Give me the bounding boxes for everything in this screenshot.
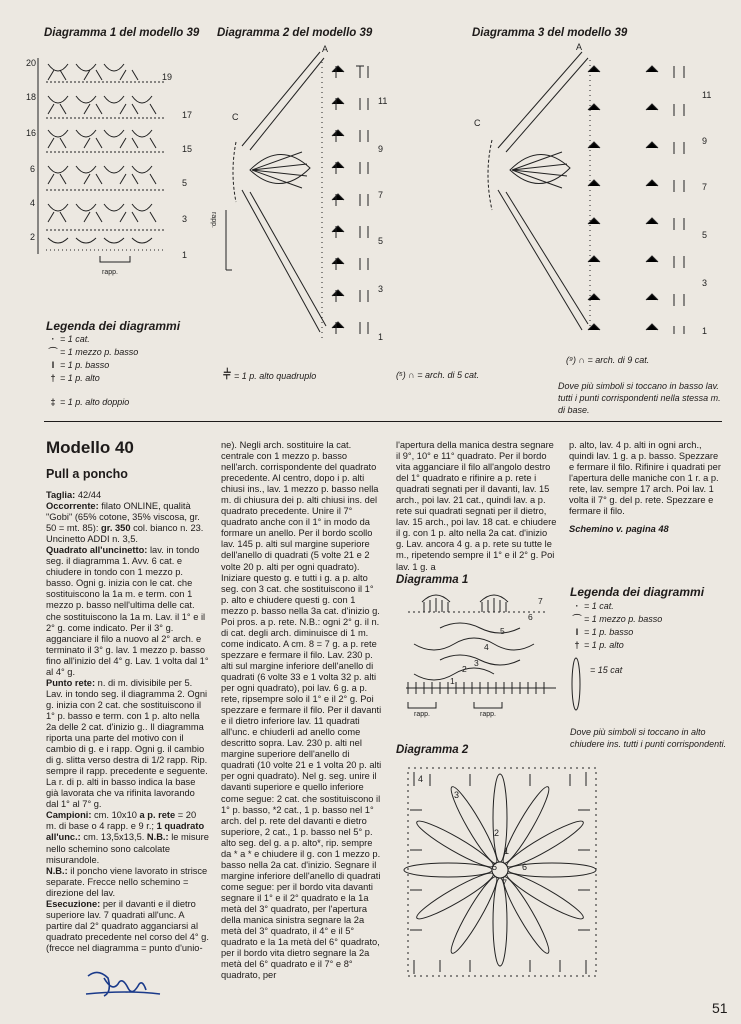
article-title: Modello 40 <box>46 438 134 457</box>
legend-item: = 1 cat. <box>584 601 614 611</box>
d3-row-label: 9 <box>702 136 708 146</box>
diagram-2-chart <box>212 42 412 346</box>
d2-row-label: 1 <box>378 332 384 342</box>
schemino-ref: Schemino v. pagina 48 <box>569 524 669 534</box>
d3-marker-a: A <box>576 42 583 52</box>
legend-39-note: Dove più simboli si toccano in basso lav. tutti i punti corrispondenti nella stessa m. di base. <box>558 381 721 415</box>
d1-row-label: 16 <box>26 128 37 138</box>
legend-item: = 1 cat. <box>60 334 90 344</box>
diagram-1-title: Diagramma 1 del modello 39 <box>44 27 200 39</box>
half-dc-icon: ⌒ <box>48 347 58 357</box>
diagram-3-chart <box>470 40 720 340</box>
spec-execution: Esecuzione: per il davanti e il dietro superiore lav. 7 quadrati all'unc. A partire dal 2° quadrato agganciarsi al quadrato precedente nel corso del 4° g. (frecce nel diagramma = punto d'unio- <box>46 898 209 953</box>
legend-item: = 1 mezzo p. basso <box>584 614 663 624</box>
half-dc-icon: ⌒ <box>572 614 582 624</box>
spec-net-stitch: Punto rete: n. di m. divisibile per 5. Lav. in tondo seg. il diagramma 2. Ogni g. inizia con 2 cat. che sostituiscono il 1° p. basso e term. con 1 p. alto nella 2a delle 2 cat. d'inizio g.. Il diagramma riporta una parte del motivo con il cambio di g. e i rapp. Ogni g. il cambio di g. slitta verso destra di 1/2 rapp. Rip. sempre il rapp. precedente e seguente. La r. di p. alti in basso indica la base già lavorata che va rifinita lavorando dal 1° al 7° g. <box>46 677 208 810</box>
d2-row-label: 5 <box>378 236 384 246</box>
d1-row-label: 5 <box>182 178 188 188</box>
d3-row-label: 3 <box>702 278 708 288</box>
spec-size: Taglia: 42/44 <box>46 490 102 500</box>
d2-side-label: rapp. <box>210 212 217 228</box>
m40-d1-row-label: 4 <box>484 642 489 652</box>
arch5-icon: (⁵) <box>396 370 406 380</box>
d1-row-label: 2 <box>30 232 36 242</box>
legend-39-list <box>46 333 138 385</box>
legend-40-note: Dove più simboli si toccano in alto chiudere ins. tutti i punti corrispondenti. <box>570 727 727 749</box>
legend-40-cat15: = 15 cat <box>590 665 623 675</box>
chain-icon: · <box>575 601 579 611</box>
m40-d1-row-label: 7 <box>538 596 543 606</box>
legend-item: = 1 p. alto <box>584 640 624 650</box>
legend-item: = 1 p. alto doppio <box>60 397 130 407</box>
article-column-3: l'apertura della manica destra segnare il 9°, 10° e 11° quadrato. Per il bordo vita agganciare il filo all'angolo destro del 1° quadrato e rifinire a p. rete i quadrati segnati per il davanti, lav. 15 arch., poi lav. 21 cat., quindi lav. a p. rete sui quadrati segnati per il dietro, lav. 15 arch., poi lav. 18 cat. e chiudere il g. con 1 p. alto nella 2a cat. d'inizio g. Lav. ancora 4 g. a p. rete su tutte le m., ripetendo sempre il 1° e il 2° g. Poi lav. 1 g. a <box>396 440 557 572</box>
arch9-icon: (⁹) <box>566 355 577 365</box>
chain-icon: · <box>51 334 55 344</box>
d1-rapp-label: rapp. <box>102 269 118 276</box>
m40-d2-label: 5 <box>492 862 498 872</box>
m40-d2-label: 4 <box>418 774 424 784</box>
d1-row-label: 15 <box>182 144 193 154</box>
page-number: 51 <box>712 1000 728 1016</box>
d1-row-label: 6 <box>30 164 36 174</box>
legend-40-list <box>570 600 662 652</box>
sc-icon: I <box>51 360 55 370</box>
d1-row-label: 17 <box>182 110 193 120</box>
m40-d1-row-label: 1 <box>450 676 455 686</box>
d2-row-label: 7 <box>378 190 384 200</box>
d1-row-label: 18 <box>26 92 37 102</box>
diagram-3-title: Diagramma 3 del modello 39 <box>472 27 628 39</box>
spec-materials: Occorrente: filato ONLINE, qualità "Gobi" (65% cotone, 35% viscosa, gr. 50 = mt. 85): gr. 350 col. bianco n. 23. Uncinetto ADDI n. 3,5. <box>46 501 204 545</box>
d2-row-label: 11 <box>378 96 388 106</box>
legend-40-title: Legenda dei diagrammi <box>570 585 705 599</box>
d1-row-label: 4 <box>30 198 36 208</box>
d3-row-label: 11 <box>702 90 712 100</box>
legend-39-arch5: (⁵) ∩ = arch. di 5 cat. <box>396 370 480 380</box>
spec-note: N.B.: il poncho viene lavorato in strisce separate. Frecce nello schemino = direzione del lav. <box>46 865 208 898</box>
d3-marker-c: C <box>474 118 481 128</box>
m40-d1-row-label: 6 <box>528 612 533 622</box>
m40-d2-label: 6 <box>522 862 528 872</box>
dc-icon: † <box>574 640 580 650</box>
d2-row-label: 3 <box>378 284 384 294</box>
m40-diagram-2-title: Diagramma 2 <box>396 744 469 756</box>
signature-image <box>84 966 164 1000</box>
legend-item: = arch. di 9 cat. <box>587 355 650 365</box>
m40-d1-row-label: 3 <box>474 658 479 668</box>
legend-item: = 1 p. basso <box>60 360 110 370</box>
d1-row-label: 3 <box>182 214 188 224</box>
legend-39-double <box>46 396 129 409</box>
m40-diagram-1-title: Diagramma 1 <box>396 574 469 586</box>
sc-icon: I <box>575 627 579 637</box>
m40-d1-row-label: 5 <box>500 626 505 636</box>
m40-d1-row-label: 2 <box>462 664 467 674</box>
article-subtitle: Pull a poncho <box>46 467 128 481</box>
d3-row-label: 7 <box>702 182 708 192</box>
d3-row-label: 5 <box>702 230 708 240</box>
diagram-2-title: Diagramma 2 del modello 39 <box>217 27 373 39</box>
section-divider <box>44 421 722 422</box>
article-column-1 <box>46 490 209 954</box>
m40-d1-rapp: rapp. <box>480 711 496 718</box>
article-column-2: ne). Negli arch. sostituire la cat. centrale con 1 mezzo p. basso nell'arch. corrispondente del quadrato precedente. Al centro, dopo i p. alti chiusi ins., lav. 1 mezzo p. basso nella m. di chiusura dei p. alti chiusi ins. del quadrato precedente. Unire il 7° quadrato anche con il 1° in modo da formare un anello. Per il bordo scollo lav. 145 p. alti sul margine superiore dell'anello di quadrati (5 volte 21 e 2 volte 20 p. alti per ogni quadrato). Iniziare questo g. e tutti i g. a p. alto seg. con 3 cat. che sostituiscono il 1° p. alto e chiudere questi g. con 1 mezzo p. basso nella 3a cat. d'inizio g. Poi pros. a p. rete. N.B.: ogni 2° g. il n. di cat. degli arch. diminuisce di 1 m. come indicato. A cm. 8 = 7 g. a p. rete spezzare e fermare il filo. Lav. 230 p. alti sul margine inferiore dell'anello di quadrati (6 volte 33 e 1 volta 32 p. alti per ogni quadrato), poi lav. 6 g. a p. rete, ripsempre solo il 1° e il 2° g. Poi spezzare e fermare il filo. Per il davanti e il dietro inferiore lav. 11 quadrati all'unc. e chiuderli ad anello come descritto sopra. Lav. 230 p. alti nel margine superiore dell'anello di quadrati (10 volte 21 e 1 volta 20 p. alti per ogni quadrato). Nel g. seg. unire il davanti superiore e quello inferiore come segue: 2 cat. che sostituiscono il 1° p. basso, *2 cat., 1 p. basso nel 1° arch. del p. rete del davanti e dietro superiore, 2 cat., 1 p. basso nel 5° p. alto seg. del g. a p. alto*, rip. sempre da * a * e chiudere il g. con 1 mezzo p. basso nella 2a cat. d'inizio. Segnare il margine inferiore dell'anello di quadrati come segue: per il bordo vita davanti segnare il 1° e il 2° quadrato e la 1a metà del 3° quadrato, per l'apertura della manica sinistra segnare la 2a metà del 3° quadrato, il 4° e il 5° quadrato e la 1a metà del 6° quadrato, per il bordo vita dietro segnare la 2a metà del 6° quadrato e il 7° e 8° quadrato, per <box>221 440 382 981</box>
diagram-1-chart <box>26 44 196 280</box>
m40-diagram-1-chart <box>400 588 560 718</box>
legend-item: = arch. di 5 cat. <box>417 370 480 380</box>
m40-diagram-2-chart <box>400 760 604 988</box>
d3-row-label: 1 <box>702 326 708 336</box>
legend-item: = 1 p. basso <box>584 627 634 637</box>
treble-icon: ‡ <box>50 397 56 407</box>
m40-d2-label: 3 <box>454 790 460 800</box>
article-header <box>46 438 206 481</box>
quad-treble-icon: ⫩ <box>222 366 232 382</box>
spec-square: Quadrato all'uncinetto: lav. in tondo seg. il diagramma 1. Avv. 6 cat. e chiudere in tondo con 1 mezzo p. basso. Ogni g. inizia con le cat. che sostituiscono la 1a m. e term. con 1 mezzo p. basso nell'ultima delle cat. che sostituiscono la 1a m. Lav. il 1° e il 2° g. come indicato. Per il 3° g. agganciare il filo a nuovo al 2° arch. e terminato il 3° g. lav. 1 mezzo p. basso fino all'inizio del 4° g. Lav. 1 volta dal 1° al 4° g. <box>46 545 209 677</box>
legend-item: = 1 p. alto <box>60 373 100 383</box>
m40-d2-label: 7 <box>502 878 508 888</box>
legend-item: = 1 p. alto quadruplo <box>234 371 317 381</box>
dc-icon: † <box>50 373 56 383</box>
d2-marker-c: C <box>232 112 239 122</box>
legend-39-title: Legenda dei diagrammi <box>46 319 181 333</box>
m40-d1-rapp: rapp. <box>414 711 430 718</box>
legend-39-arch9: (⁹) ∩ = arch. di 9 cat. <box>566 355 650 365</box>
legend-39-quadruplo <box>220 368 316 383</box>
m40-d2-label: 1 <box>504 846 510 856</box>
d2-marker-a: A <box>322 44 329 54</box>
legend-item: = 1 mezzo p. basso <box>60 347 139 357</box>
d1-row-label: 19 <box>162 72 173 82</box>
article-column-4: p. alto, lav. 4 p. alti in ogni arch., quindi lav. 1 g. a p. basso. Spezzare e fermare il filo. Rifinire i quadrati per l'apertura delle maniche con 1 r. a p. rete, lav. sempre 17 arch. Poi lav. 1 volta il 7° g. del p. rete. Spezzare e fermare il filo. <box>569 440 721 517</box>
m40-d2-label: 2 <box>494 828 500 838</box>
d1-row-label: 1 <box>182 250 188 260</box>
spec-gauge: Campioni: cm. 10x10 a p. rete = 20 m. di base o 4 rapp. e 9 r.; 1 quadrato all'unc.: cm. 13,5x13,5. N.B.: le misure nello schemino sono calcolate misurandole. <box>46 810 209 865</box>
d1-row-label: 20 <box>26 58 37 68</box>
d2-row-label: 9 <box>378 144 384 154</box>
chain-loop-icon <box>568 654 584 714</box>
